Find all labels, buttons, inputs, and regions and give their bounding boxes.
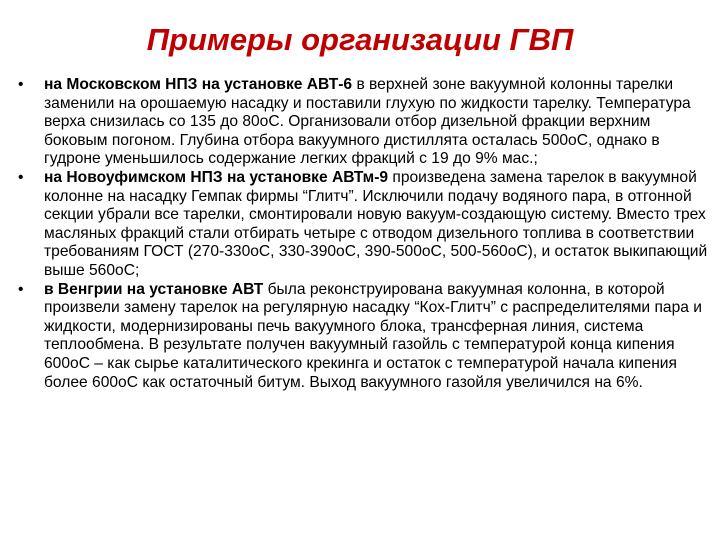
bullet-icon: • — [18, 76, 24, 93]
list-item — [18, 281, 708, 393]
bullet-list — [18, 76, 708, 392]
item-text: произведена замена тарелок в вакуумной колонне на насадку Гемпак фирмы “Глитч”. Исключили подачу водяного пара, в отгонной секции убрали все тарелки, смонтировали новую вакуум-создающую систему. Вместо трех масляных фракций стали отбирать четыре с отводом дизельного топлива в соответствии требованиям ГОСТ (270-330оС, 330-390оС, 390-500оС, 500-560оС), и остаток выкипающий выше 560оС; — [44, 168, 708, 279]
item-text: была реконструирована вакуумная колонна, в которой произвели замену тарелок на регулярную насадку “Кох-Глитч” с распределителями пара и жидкости, модернизированы печь вакуумного блока, трансферная линия, система теплообмена. В результате получен вакуумный газойль с температурой конца кипения 600оС – как сырье каталитического крекинга и остаток с температурой начала кипения более 600оС как остаточный битум. Выход вакуумного газойля увеличился на 6%. — [44, 280, 702, 391]
list-item — [18, 76, 708, 169]
slide-title: Примеры организации ГВП — [146, 22, 574, 57]
item-lead: на Новоуфимском НПЗ на установке АВТм-9 — [44, 168, 389, 186]
bullet-icon: • — [18, 280, 24, 298]
list-item — [18, 169, 708, 281]
item-lead: в Венгрии на установке АВТ — [44, 280, 264, 298]
item-text: в верхней зоне вакуумной колонны тарелки заменили на орошаемую насадку и поставили глухую по жидкости тарелку. Температура верха снизилась со 135 до 80оС. Организовали отбор дизельной фракции верхним боковым погоном. Глубина отбора вакуумного дистиллята осталась 500оС, однако в гудроне уменьшилось содержание легких фракций с 19 до 9% мас.; — [44, 76, 691, 168]
bullet-icon: • — [18, 168, 24, 186]
item-lead: на Московском НПЗ на установке АВТ-6 — [44, 76, 353, 93]
